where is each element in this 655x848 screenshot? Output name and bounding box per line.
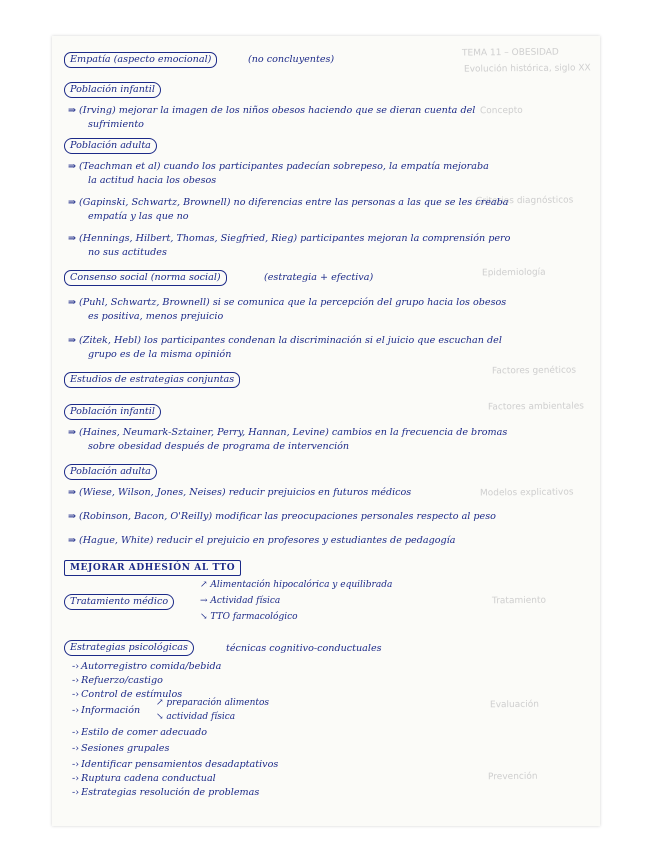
bullet-item: ⇒ (Haines, Neumark-Sztainer, Perry, Hannan, Levine) cambios en la frecuencia de bromas bbox=[68, 427, 508, 438]
list-item: -› Control de estímulos bbox=[72, 689, 183, 700]
heading-tratamiento-medico: Tratamiento médico bbox=[64, 594, 174, 610]
heading-estrategias-psicologicas: Estrategias psicológicas bbox=[64, 640, 194, 656]
heading-empatia: Empatía (aspecto emocional) bbox=[64, 52, 217, 68]
ghost-text: TEMA 11 – OBESIDAD bbox=[461, 47, 559, 59]
ghost-text: Evaluación bbox=[489, 699, 539, 711]
bullet-item: ⇒ (Teachman et al) cuando los participantes padecían sobrepeso, la empatía mejoraba bbox=[68, 161, 489, 172]
bullet-item: ⇒ (Zitek, Hebl) los participantes condenan la discriminación si el juicio que escuchan del bbox=[68, 335, 502, 346]
heading-poblacion-adulta: Población adulta bbox=[64, 138, 157, 154]
arrow-icon: ⇒ bbox=[68, 511, 77, 522]
arrow-icon: ⇒ bbox=[68, 535, 77, 546]
arrow-icon: ⇒ bbox=[68, 335, 77, 346]
arrow-icon: ⇒ bbox=[68, 105, 77, 116]
note-estrategia-efectiva: (estrategia + efectiva) bbox=[264, 272, 374, 283]
ghost-text: Tratamiento bbox=[491, 595, 547, 607]
heading-consenso-social: Consenso social (norma social) bbox=[64, 270, 227, 286]
list-item: -› Identificar pensamientos desadaptativos bbox=[72, 759, 279, 770]
bullet-continuation: la actitud hacia los obesos bbox=[88, 175, 217, 186]
bullet-item: ⇒ (Puhl, Schwartz, Brownell) si se comunica que la percepción del grupo hacia los obesos bbox=[68, 297, 507, 308]
list-item: -› Estrategias resolución de problemas bbox=[72, 787, 260, 798]
ghost-text: Modelos explicativos bbox=[479, 487, 574, 499]
ghost-text: Factores genéticos bbox=[491, 365, 577, 377]
bullet-continuation: grupo es de la misma opinión bbox=[88, 349, 232, 360]
bullet-item: ⇒ (Wiese, Wilson, Jones, Neises) reducir prejuicios en futuros médicos bbox=[68, 487, 412, 498]
bullet-item: ⇒ (Gapinski, Schwartz, Brownell) no diferencias entre las personas a las que se les creaba bbox=[68, 197, 509, 208]
bullet-item: ⇒ (Hague, White) reducir el prejuicio en profesores y estudiantes de pedagogía bbox=[68, 535, 456, 546]
branch-alimentacion: ↗ Alimentación hipocalórica y equilibrada bbox=[200, 580, 393, 590]
arrow-icon: ⇒ bbox=[68, 297, 77, 308]
heading-estudios-estrategias: Estudios de estrategias conjuntas bbox=[64, 372, 240, 388]
bullet-continuation: sufrimiento bbox=[88, 119, 144, 130]
bullet-item: ⇒ (Robinson, Bacon, O'Reilly) modificar las preocupaciones personales respecto al peso bbox=[68, 511, 496, 522]
ghost-text: Criterios diagnósticos bbox=[475, 195, 574, 207]
heading-poblacion-infantil: Población infantil bbox=[64, 82, 161, 98]
heading-poblacion-infantil: Población infantil bbox=[64, 404, 161, 420]
bullet-continuation: sobre obesidad después de programa de intervención bbox=[88, 441, 350, 452]
arrow-icon: ⇒ bbox=[68, 233, 77, 244]
branch-actividad-fisica: → Actividad física bbox=[200, 596, 281, 606]
list-item: -› Autorregistro comida/bebida bbox=[72, 661, 222, 672]
bullet-item: ⇒ (Irving) mejorar la imagen de los niños obesos haciendo que se dieran cuenta del bbox=[68, 105, 476, 116]
heading-mejorar-adhesion: MEJORAR ADHESIÓN AL TTO bbox=[64, 560, 241, 576]
note-no-concluyentes: (no concluyentes) bbox=[248, 54, 335, 65]
list-item: -› Información bbox=[72, 705, 141, 716]
list-item: -› Refuerzo/castigo bbox=[72, 675, 163, 686]
branch-actividad-fisica: ↘ actividad física bbox=[156, 712, 236, 722]
ghost-text: Concepto bbox=[479, 105, 523, 117]
ghost-text: Evolución histórica, siglo XX bbox=[463, 63, 591, 75]
notebook-page bbox=[52, 36, 600, 826]
heading-poblacion-adulta: Población adulta bbox=[64, 464, 157, 480]
list-item: -› Sesiones grupales bbox=[72, 743, 170, 754]
arrow-icon: ⇒ bbox=[68, 197, 77, 208]
list-item: -› Estilo de comer adecuado bbox=[72, 727, 207, 738]
list-item: -› Ruptura cadena conductual bbox=[72, 773, 216, 784]
arrow-icon: ⇒ bbox=[68, 427, 77, 438]
arrow-icon: ⇒ bbox=[68, 487, 77, 498]
ghost-text: Factores ambientales bbox=[487, 401, 585, 413]
branch-preparacion-alimentos: ↗ preparación alimentos bbox=[156, 698, 270, 708]
bullet-continuation: no sus actitudes bbox=[88, 247, 167, 258]
branch-tto-farmacologico: ↘ TTO farmacológico bbox=[200, 612, 298, 622]
bullet-item: ⇒ (Hennings, Hilbert, Thomas, Siegfried, Rieg) participantes mejoran la comprensión pero bbox=[68, 233, 511, 244]
ghost-text: Epidemiología bbox=[481, 267, 546, 279]
arrow-icon: ⇒ bbox=[68, 161, 77, 172]
bullet-continuation: empatía y las que no bbox=[88, 211, 189, 222]
bullet-continuation: es positiva, menos prejuicio bbox=[88, 311, 224, 322]
note-tecnicas-cognitivo-conductuales: técnicas cognitivo-conductuales bbox=[226, 643, 382, 654]
ghost-text: Prevención bbox=[487, 771, 538, 783]
